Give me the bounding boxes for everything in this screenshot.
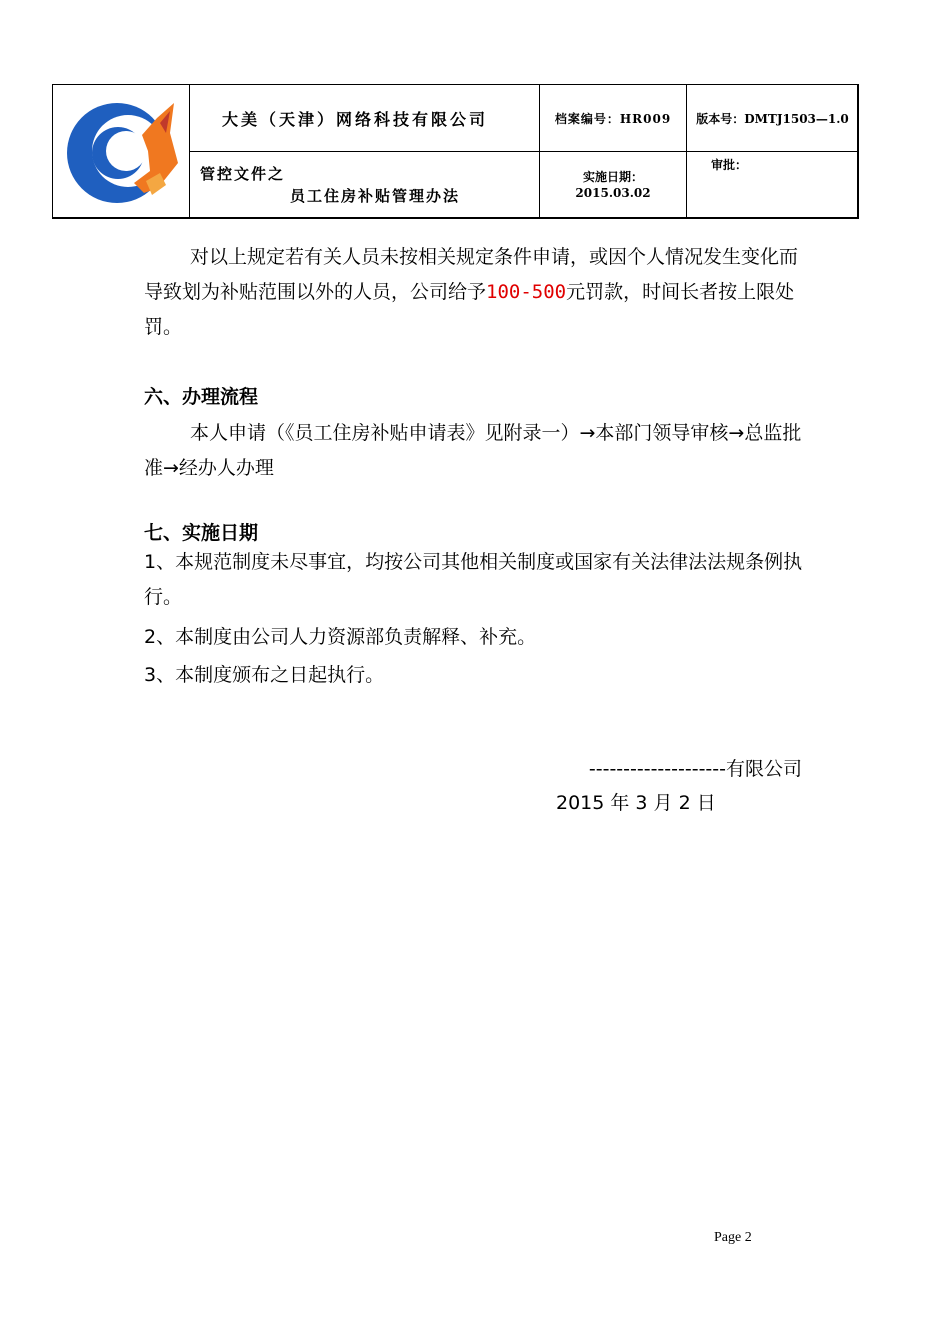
signature-company: --------------------有限公司 [588, 758, 802, 780]
penalty-paragraph [144, 240, 814, 345]
penalty-text-post: 元罚款，时间长者按上限处罚。 [144, 281, 795, 338]
approval-field: 审批： [687, 152, 859, 219]
penalty-amount: 100-500 [486, 281, 567, 303]
company-logo-cell [53, 85, 190, 219]
document-title [190, 152, 540, 219]
section-7-heading: 七、实施日期 [144, 522, 259, 544]
version-number: 版本号：DMTJ1503—1.0 [687, 85, 859, 152]
document-title-line1: 管控文件之 [200, 165, 286, 183]
list-item: 2、本制度由公司人力资源部负责解释、补充。 [144, 626, 537, 648]
list-item: 3、本制度颁布之日起执行。 [144, 664, 385, 686]
section-6-heading: 六、办理流程 [144, 386, 259, 408]
document-header [52, 84, 859, 219]
process-paragraph: 本人申请（《员工住房补贴申请表》见附录一）→本部门领导审核→总监批准→经办人办理 [144, 422, 802, 479]
implementation-date-value: 2015.03.02 [575, 186, 651, 200]
implementation-date [540, 152, 687, 219]
signature-date: 2015 年 3 月 2 日 [556, 792, 716, 814]
implementation-date-label: 实施日期： [582, 170, 643, 184]
penalty-text-pre: 对以上规定若有关人员未按相关规定条件申请，或因个人情况发生变化而导致划为补贴范围以外的人员，公司给予 [144, 246, 799, 303]
company-name: 大美（天津）网络科技有限公司 [190, 85, 540, 152]
company-logo-icon [62, 93, 180, 211]
document-title-line2: 员工住房补贴管理办法 [290, 187, 461, 205]
page-number: Page 2 [714, 1230, 752, 1245]
archive-number: 档案编号：HR009 [540, 85, 687, 152]
list-item: 1、本规范制度未尽事宜，均按公司其他相关制度或国家有关法律法法规条例执行。 [144, 551, 803, 608]
